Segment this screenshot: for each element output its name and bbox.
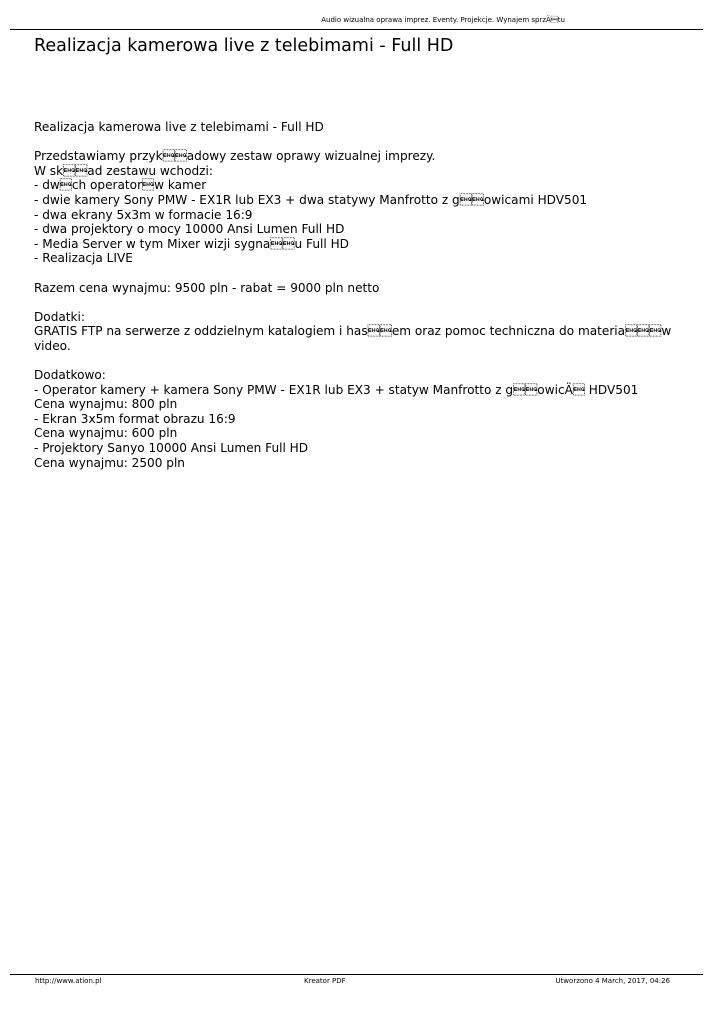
body-line: GRATIS FTP na serwerze z oddzielnym katalogiem i hasem oraz pomoc techniczna do materiaw video. xyxy=(34,324,672,353)
page-title: Realizacja kamerowa live z telebimami - Full HD xyxy=(34,36,454,56)
body-line: - Ekran 3x5m format obrazu 16:9 xyxy=(34,411,236,426)
body-line: - dwa projektory o mocy 10000 Ansi Lumen Full HD xyxy=(34,222,345,237)
footer-created-date: Utworzono 4 March, 2017, 04:26 xyxy=(555,977,670,985)
page-header xyxy=(0,0,725,31)
body-line: Dodatki: xyxy=(34,309,85,324)
body-line: - Realizacja LIVE xyxy=(34,251,133,266)
article-body xyxy=(34,120,694,470)
body-line: Cena wynajmu: 600 pln xyxy=(34,426,178,441)
body-line: - dwie kamery Sony PMW - EX1R lub EX3 + dwa statywy Manfrotto z gowicami HDV501 xyxy=(34,192,588,207)
body-line: W skad zestawu wchodzi: xyxy=(34,163,213,178)
body-line: - Media Server w tym Mixer wizji sygnau Full HD xyxy=(34,236,349,251)
body-line: Cena wynajmu: 800 pln xyxy=(34,397,178,412)
body-line: Przedstawiamy przykadowy zestaw oprawy wizualnej imprezy. xyxy=(34,149,436,164)
body-line: - dwch operatorw kamer xyxy=(34,178,207,193)
header-divider xyxy=(10,29,703,30)
footer-url: http://www.ation.pl xyxy=(35,977,102,985)
footer-divider xyxy=(10,974,703,975)
body-line: - dwa ekrany 5x3m w formacie 16:9 xyxy=(34,207,253,222)
body-line: Cena wynajmu: 2500 pln xyxy=(34,455,185,470)
footer-generator: Kreator PDF xyxy=(304,977,346,985)
page-footer xyxy=(0,970,725,990)
body-line xyxy=(34,354,694,369)
body-line: - Operator kamery + kamera Sony PMW - EX1R lub EX3 + statyw Manfrotto z gowicÄ HDV501 xyxy=(34,382,639,397)
body-line xyxy=(34,295,694,310)
header-text: Audio wizualna oprawa imprez. Eventy. Projekcje. Wynajem sprzÄtu xyxy=(321,16,565,24)
body-line: - Projektory Sanyo 10000 Ansi Lumen Full HD xyxy=(34,441,309,456)
body-line: Dodatkowo: xyxy=(34,368,106,383)
body-line xyxy=(34,135,694,150)
body-line: Realizacja kamerowa live z telebimami - Full HD xyxy=(34,120,324,134)
body-line: Razem cena wynajmu: 9500 pln - rabat = 9000 pln netto xyxy=(34,280,380,295)
body-line xyxy=(34,266,694,281)
